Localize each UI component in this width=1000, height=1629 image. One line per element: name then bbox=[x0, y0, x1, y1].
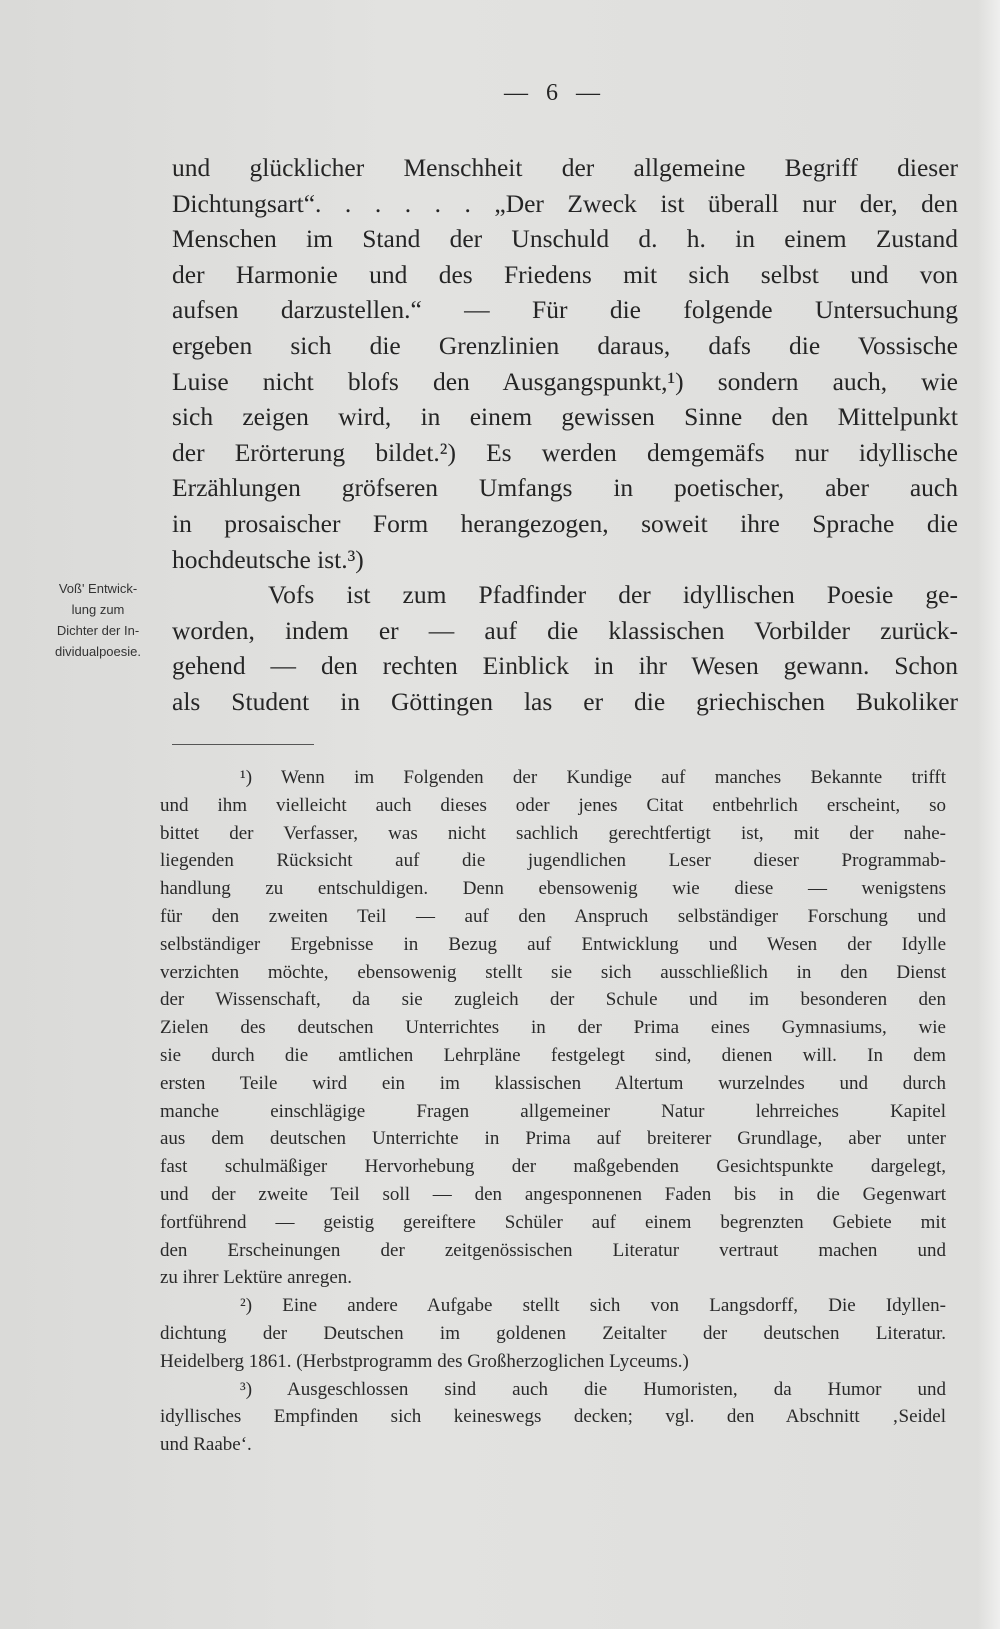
footnote-line: Zielen des deutschen Unterrichtes in der Prima eines Gymnasiums, wie bbox=[160, 1017, 946, 1039]
footnote-line: aus dem deutschen Unterrichte in Prima auf breiterer Grundlage, aber unter bbox=[160, 1128, 946, 1150]
footnote-line: Heidelberg 1861. (Herbstprogramm des Großherzoglichen Lyceums.) bbox=[160, 1350, 689, 1372]
footnote-line: idyllisches Empfinden sich keineswegs decken; vgl. den Abschnitt ‚Seidel bbox=[160, 1406, 946, 1428]
footnote-line: für den zweiten Teil — auf den Anspruch selbständiger Forschung und bbox=[160, 905, 946, 927]
footnote-line: ³) Ausgeschlossen sind auch die Humoristen, da Humor und bbox=[240, 1378, 946, 1400]
margin-note-line: Dichter der In- bbox=[56, 623, 140, 638]
text-line: Erzählungen gröfseren Umfangs in poetischer, aber auch bbox=[172, 473, 958, 503]
main-text bbox=[172, 150, 958, 720]
footnote-line: den Erscheinungen der zeitgenössischen Literatur vertraut machen und bbox=[160, 1239, 946, 1261]
text-line: Vofs ist zum Pfadfinder der idyllischen Poesie ge- bbox=[268, 580, 958, 610]
page-edge-shadow bbox=[978, 0, 1000, 1629]
footnote-line: fortführend — geistig gereiftere Schüler auf einem begrenzten Gebiete mit bbox=[160, 1211, 946, 1233]
text-line: sich zeigen wird, in einem gewissen Sinne den Mittelpunkt bbox=[172, 402, 958, 432]
footnote-line: sie durch die amtlichen Lehrpläne festgelegt sind, dienen will. In dem bbox=[160, 1044, 946, 1066]
margin-note bbox=[32, 578, 164, 662]
text-line: Luise nicht blofs den Ausgangspunkt,¹) sondern auch, wie bbox=[172, 366, 958, 396]
footnote-line: verzichten möchte, ebensowenig stellt sie sich ausschließlich in den Dienst bbox=[160, 961, 946, 983]
text-line: der Harmonie und des Friedens mit sich selbst und von bbox=[172, 259, 958, 289]
margin-note-line: Voß' Entwick- bbox=[58, 581, 138, 596]
margin-note-line: dividualpoesie. bbox=[54, 644, 141, 659]
footnote-separator bbox=[172, 744, 314, 745]
text-line: und glücklicher Menschheit der allgemeine Begriff dieser bbox=[172, 153, 958, 182]
footnote-line: ersten Teile wird ein im klassischen Altertum wurzelndes und durch bbox=[160, 1072, 946, 1094]
text-line: in prosaischer Form herangezogen, soweit ihre Sprache die bbox=[172, 508, 958, 538]
text-line: aufsen darzustellen.“ — Für die folgende Untersuchung bbox=[172, 295, 958, 325]
text-line: der Erörterung bildet.²) Es werden demgemäfs nur idyllische bbox=[172, 437, 958, 467]
page-number: — 6 — bbox=[504, 80, 606, 106]
text-line: als Student in Göttingen las er die griechischen Bukoliker bbox=[172, 686, 958, 716]
footnote-line: der Wissenschaft, da sie zugleich der Schule und im besonderen den bbox=[160, 989, 946, 1011]
footnote-line: manche einschlägige Fragen allgemeiner Natur lehrreiches Kapitel bbox=[160, 1100, 946, 1122]
text-line: Dichtungsart“. . . . . . „Der Zweck ist überall nur der, den bbox=[172, 188, 958, 218]
footnote-line: und der zweite Teil soll — den angesponnenen Faden bis in die Gegenwart bbox=[160, 1183, 946, 1205]
footnote-line: bittet der Verfasser, was nicht sachlich gerechtfertigt ist, mit der nahe- bbox=[160, 822, 946, 844]
footnote-line: selbständiger Ergebnisse in Bezug auf Entwicklung und Wesen der Idylle bbox=[160, 933, 946, 955]
footnote-line: handlung zu entschuldigen. Denn ebensowenig wie diese — wenigstens bbox=[160, 878, 946, 900]
text-line: Menschen im Stand der Unschuld d. h. in einem Zustand bbox=[172, 224, 958, 254]
text-line: hochdeutsche ist.³) bbox=[172, 544, 364, 574]
footnote-line: zu ihrer Lektüre anregen. bbox=[160, 1267, 353, 1289]
footnote-line: fast schulmäßiger Hervorhebung der maßgebenden Gesichtspunkte dargelegt, bbox=[160, 1156, 946, 1178]
footnote-line: dichtung der Deutschen im goldenen Zeitalter der deutschen Literatur. bbox=[160, 1322, 946, 1344]
footnote-line: und Raabe‘. bbox=[160, 1434, 252, 1456]
footnote-line: und ihm vielleicht auch dieses oder jenes Citat entbehrlich erscheint, so bbox=[160, 794, 946, 816]
footnotes bbox=[160, 764, 946, 1459]
text-line: worden, indem er — auf die klassischen Vorbilder zurück- bbox=[172, 615, 958, 645]
margin-note-line: lung zum bbox=[71, 602, 125, 617]
footnote-line: liegenden Rücksicht auf die jugendlichen Leser dieser Programmab- bbox=[160, 850, 946, 872]
text-line: gehend — den rechten Einblick in ihr Wesen gewann. Schon bbox=[172, 651, 958, 681]
text-line: ergeben sich die Grenzlinien daraus, dafs die Vossische bbox=[172, 330, 958, 360]
footnote-line: ¹) Wenn im Folgenden der Kundige auf manches Bekannte trifft bbox=[240, 767, 946, 788]
footnote-line: ²) Eine andere Aufgabe stellt sich von Langsdorff, Die Idyllen- bbox=[240, 1295, 946, 1317]
